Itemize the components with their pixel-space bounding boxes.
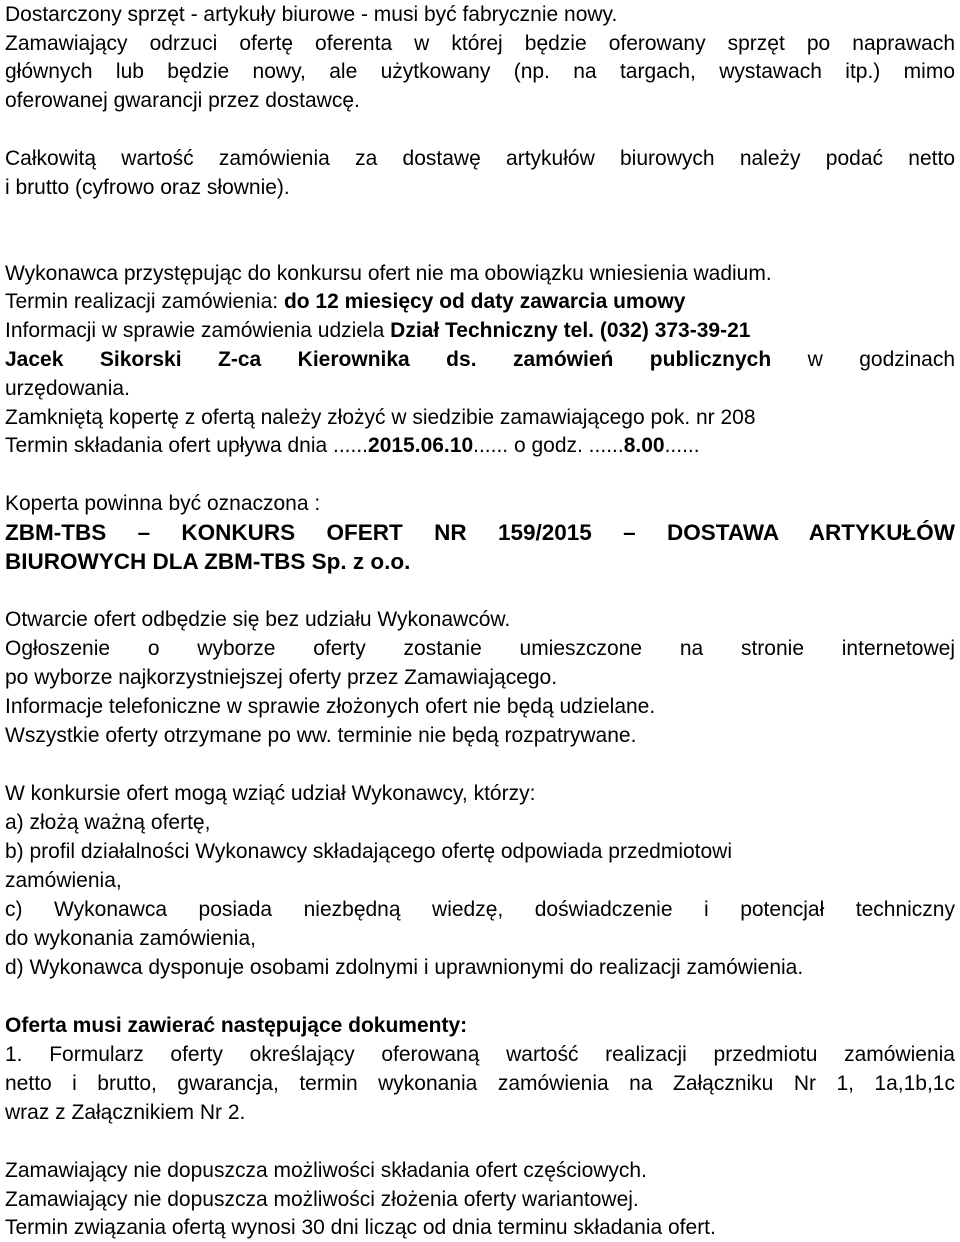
text-line: Dostarczony sprzęt - artykuły biurowe - musi być fabrycznie nowy.	[5, 3, 618, 26]
section-heading: Oferta musi zawierać następujące dokumenty:	[5, 1014, 468, 1037]
text-run: ......	[664, 434, 700, 457]
list-item: b) profil działalności Wykonawcy składającego ofertę odpowiada przedmiotowi	[5, 840, 733, 863]
text-line: i brutto (cyfrowo oraz słownie).	[5, 176, 290, 199]
text-line: Termin związania ofertą wynosi 30 dni licząc od dnia terminu składania ofert.	[5, 1216, 716, 1239]
envelope-label: ZBM-TBS – KONKURS OFERT NR 159/2015 – DOSTAWA ARTYKUŁÓW	[5, 520, 955, 545]
list-item: wraz z Załącznikiem Nr 2.	[5, 1101, 246, 1124]
list-item: a) złożą ważną ofertę,	[5, 811, 211, 834]
text-line: głównych lub będzie nowy, ale użytkowany (np. na targach, wystawach itp.) mimo	[5, 60, 955, 83]
contact-person: Jacek Sikorski Z-ca Kierownika ds. zamówień publicznych	[5, 348, 772, 371]
list-item: do wykonania zamówienia,	[5, 927, 256, 950]
text-line: Zamawiający nie dopuszcza możliwości składania ofert częściowych.	[5, 1159, 647, 1182]
text-line: urzędowania.	[5, 377, 130, 400]
list-item: zamówienia,	[5, 869, 122, 892]
text-line: Otwarcie ofert odbędzie się bez udziału Wykonawców.	[5, 608, 511, 631]
text-run: Informacji w sprawie zamówienia udziela	[5, 319, 391, 342]
completion-deadline: do 12 miesięcy od daty zawarcia umowy	[283, 290, 686, 313]
text-line: po wyborze najkorzystniejszej oferty przez Zamawiającego.	[5, 666, 558, 689]
text-line: Zamkniętą kopertę z ofertą należy złożyć w siedzibie zamawiającego pok. nr 208	[5, 406, 756, 429]
text-line: Całkowitą wartość zamówienia za dostawę artykułów biurowych należy podać netto	[5, 147, 955, 170]
text-line	[5, 432, 955, 460]
text-line: Wszystkie oferty otrzymane po ww. terminie nie będą rozpatrywane.	[5, 724, 637, 747]
text-line	[5, 346, 955, 374]
text-run: w godzinach	[771, 348, 955, 371]
text-line	[5, 317, 955, 345]
list-item: d) Wykonawca dysponuje osobami zdolnymi i uprawnionymi do realizacji zamówienia.	[5, 956, 804, 979]
list-item: c) Wykonawca posiada niezbędną wiedzę, doświadczenie i potencjał techniczny	[5, 898, 955, 921]
text-line	[5, 288, 955, 316]
text-run: Termin realizacji zamówienia:	[5, 290, 284, 313]
deadline-time: 8.00	[623, 434, 665, 457]
list-item: 1. Formularz oferty określający oferowaną wartość realizacji przedmiotu zamówienia	[5, 1043, 955, 1066]
text-line: W konkursie ofert mogą wziąć udział Wykonawcy, którzy:	[5, 782, 536, 805]
list-item: netto i brutto, gwarancja, termin wykonania zamówienia na Załączniku Nr 1, 1a,1b,1c	[5, 1072, 955, 1095]
envelope-label: BIUROWYCH DLA ZBM-TBS Sp. z o.o.	[5, 549, 411, 574]
text-line: Zamawiający nie dopuszcza możliwości złożenia oferty wariantowej.	[5, 1188, 639, 1211]
text-line: Koperta powinna być oznaczona :	[5, 492, 321, 515]
deadline-date: 2015.06.10	[368, 434, 474, 457]
text-line: Wykonawca przystępując do konkursu ofert nie ma obowiązku wniesienia wadium.	[5, 262, 772, 285]
contact-phone: Dział Techniczny tel. (032) 373-39-21	[390, 319, 751, 342]
text-line: Informacje telefoniczne w sprawie złożonych ofert nie będą udzielane.	[5, 695, 656, 718]
text-run: Termin składania ofert upływa dnia ......	[5, 434, 369, 457]
text-line: oferowanej gwarancji przez dostawcę.	[5, 89, 360, 112]
text-run: ...... o godz. ......	[473, 434, 624, 457]
text-line: Zamawiający odrzuci ofertę oferenta w której będzie oferowany sprzęt po naprawach	[5, 32, 955, 55]
text-line: Ogłoszenie o wyborze oferty zostanie umieszczone na stronie internetowej	[5, 637, 955, 660]
